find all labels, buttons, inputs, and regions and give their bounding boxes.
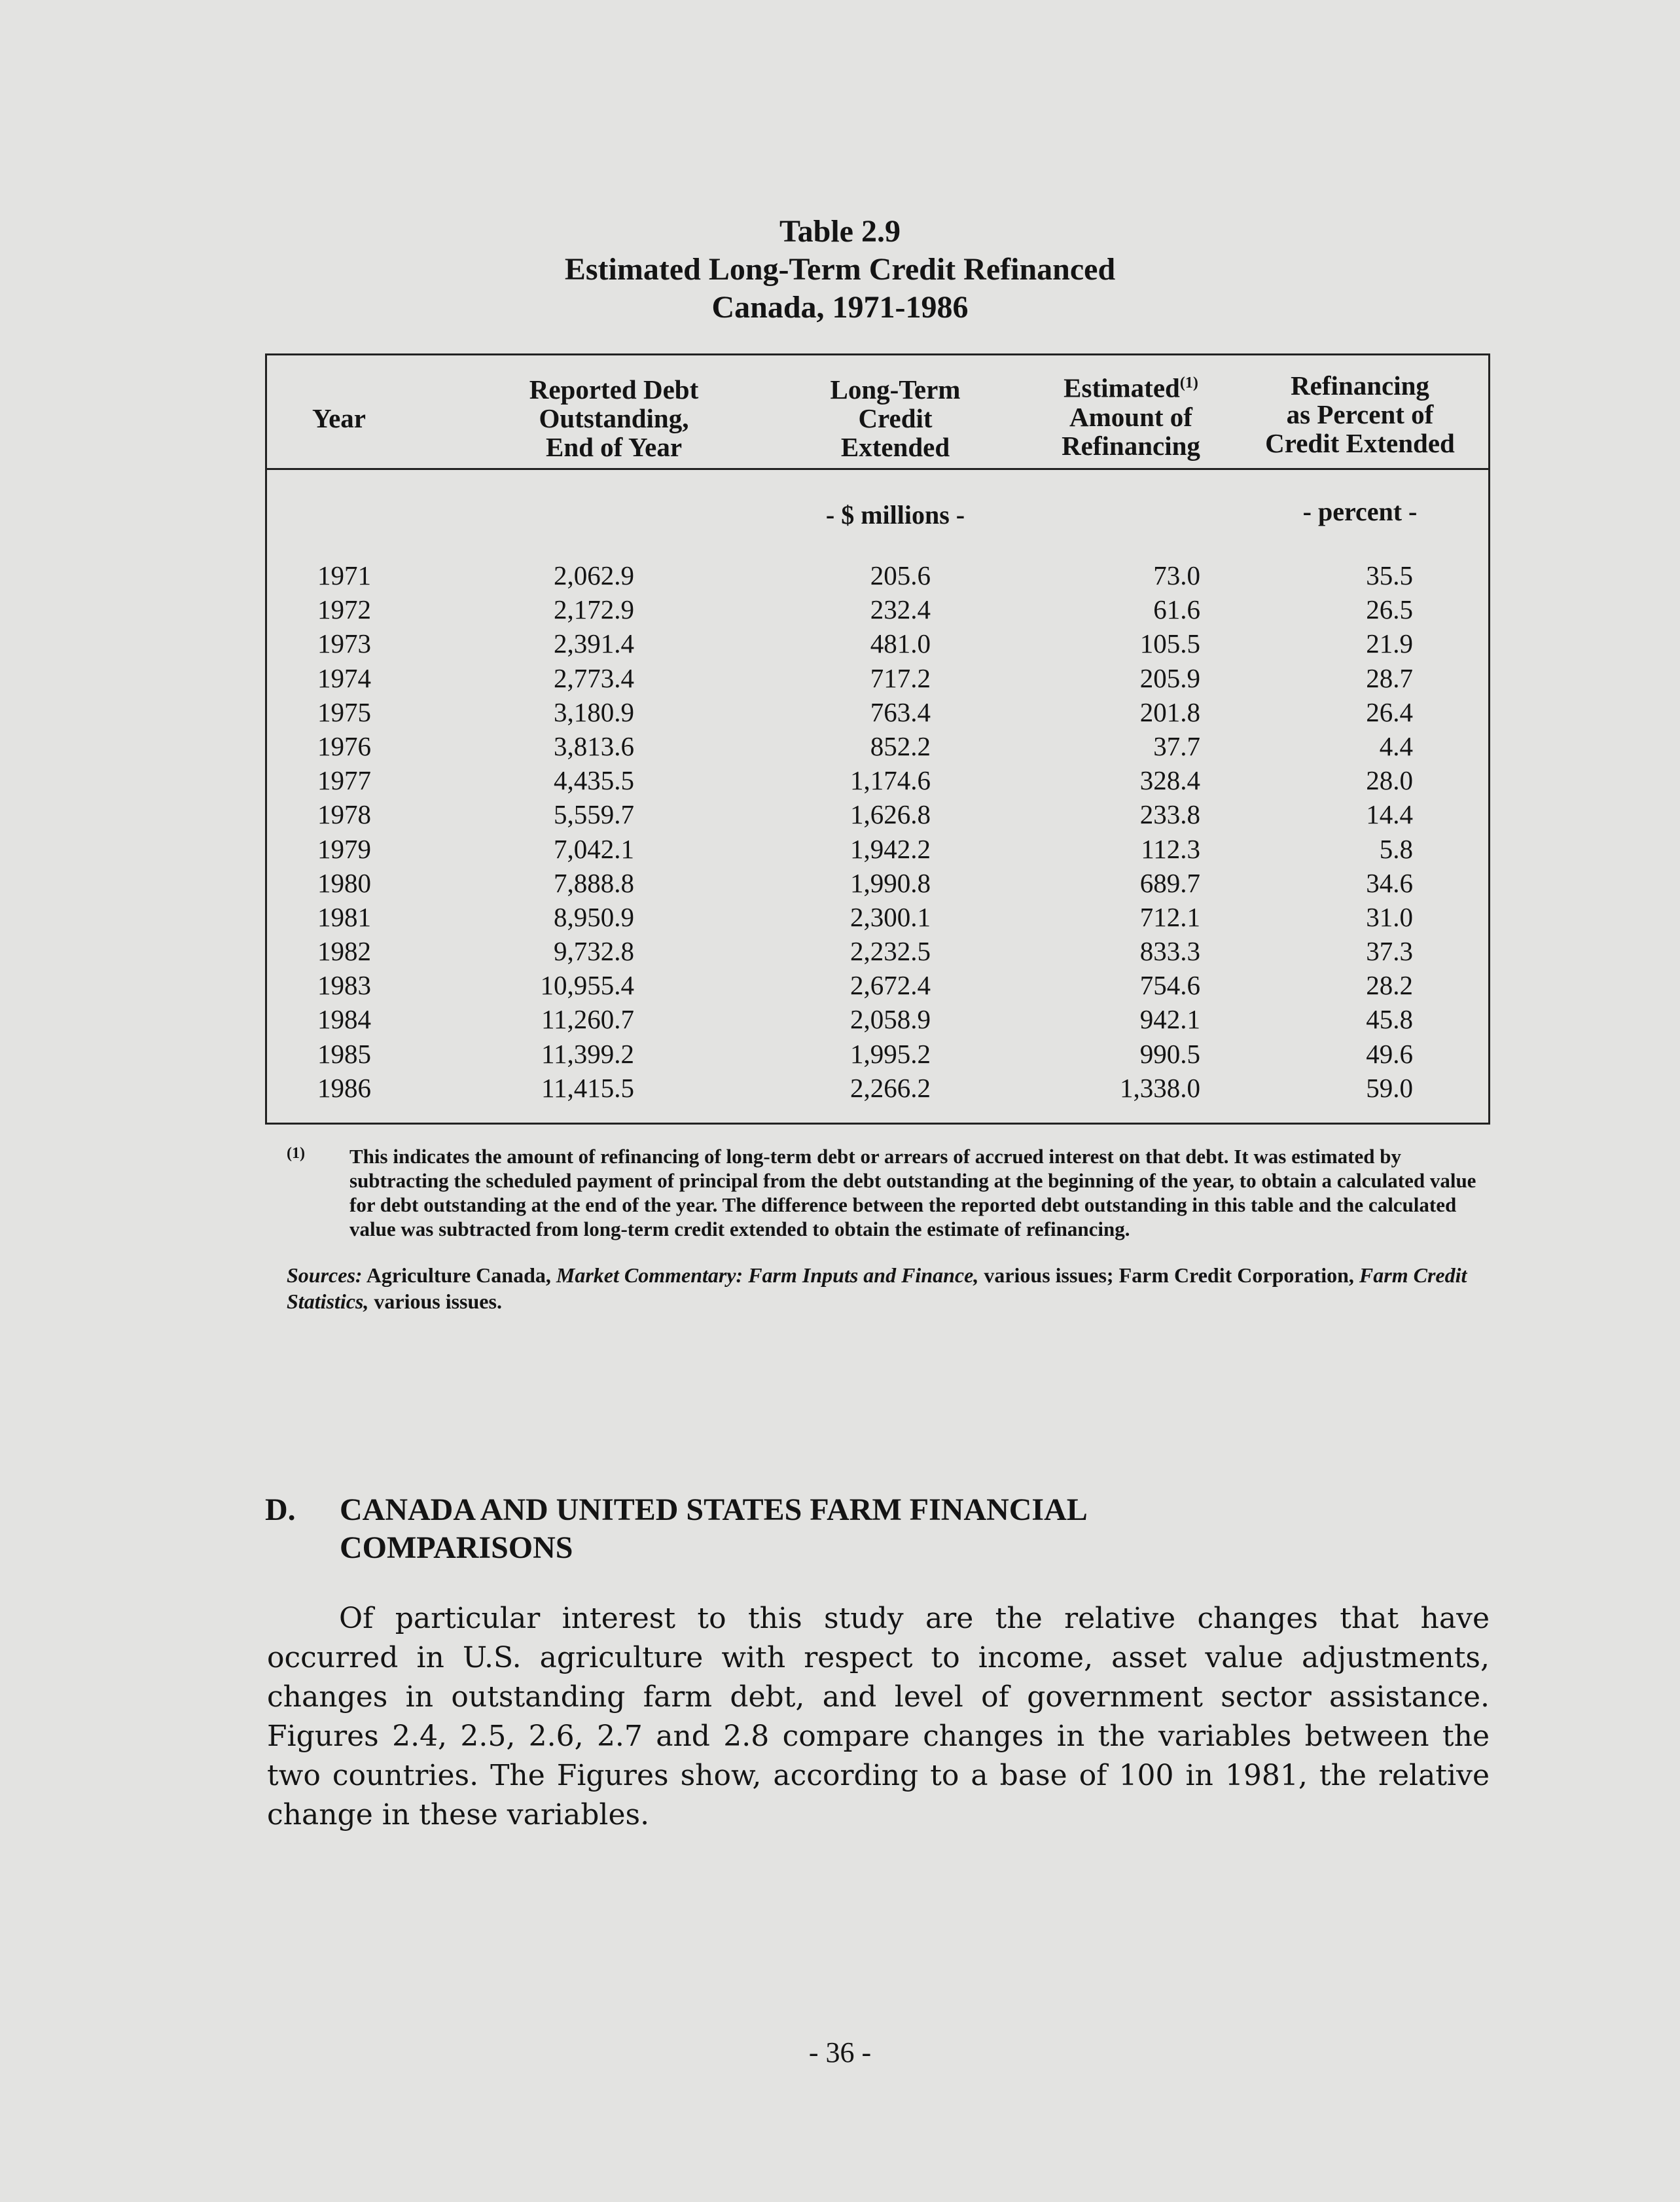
table-row: 1982 9,732.8 2,232.5 833.3 37.3	[317, 936, 1413, 967]
header-year: Year	[312, 403, 366, 433]
table-row: 1983 10,955.4 2,672.4 754.6 28.2	[317, 970, 1413, 1001]
table-row: 1971 2,062.9 205.6 73.0 35.5	[317, 560, 1413, 590]
section-title-line2: COMPARISONS	[340, 1530, 573, 1565]
table-footnote	[287, 1144, 1504, 1241]
data-table	[265, 353, 1490, 1125]
table-row: 1972 2,172.9 232.4 61.6 26.5	[317, 594, 1413, 625]
body-paragraph: Of particular interest to this study are the relative changes that have occurred in U.S. agriculture with respect to income, asset value adjustments, changes in outstanding farm debt, and level of government sector assistance. Figures 2.4, 2.5, 2.6, 2.7 and 2.8 compare changes in the variables between the two countries. The Figures show, according to a base of 100 in 1981, the relative change in these variables.	[267, 1602, 1490, 1832]
page-number: - 36 -	[808, 2036, 872, 2068]
table-row: 1976 3,813.6 852.2 37.7 4.4	[317, 731, 1413, 761]
table-row: 1974 2,773.4 717.2 205.9 28.7	[317, 662, 1413, 693]
table-row: 1975 3,180.9 763.4 201.8 26.4	[317, 696, 1413, 727]
table-row: 1985 11,399.2 1,995.2 990.5 49.6	[317, 1038, 1413, 1069]
table-body	[267, 560, 1488, 1106]
table-row: 1984 11,260.7 2,058.9 942.1 45.8	[317, 1004, 1413, 1035]
footnote-text: This indicates the amount of refinancing of long-term debt or arrears of accrued interest on that debt. It was estimated by subtracting the scheduled payment of principal from the debt outstanding at the beginning of the year, to obtain a calculated value for debt outstanding at the end of the year. The difference between the reported debt outstanding in this table and the calculated value was subtracted from long-term credit extended to obtain the estimate of refinancing.	[349, 1145, 1476, 1240]
source-title: Farm Credit Statistics,	[287, 1263, 1467, 1313]
header-estimated-refinancing: Estimated$^{(1)}$ Amount of Refinancing	[1062, 372, 1200, 461]
header-divider	[267, 468, 1488, 470]
section-heading	[265, 1491, 1509, 1567]
source-title: Market Commentary: Farm Inputs and Finance,	[556, 1263, 979, 1287]
table-row: 1979 7,042.1 1,942.2 112.3 5.8	[317, 833, 1413, 864]
table-row: 1978 5,559.7 1,626.8 233.8 14.4	[317, 799, 1413, 830]
unit-percent: - percent -	[1302, 497, 1418, 526]
unit-millions: - $ millions -	[825, 500, 965, 530]
sources-label: Sources:	[287, 1263, 363, 1287]
table-title	[0, 213, 1680, 327]
table-row: 1980 7,888.8 1,990.8 689.7 34.6	[317, 867, 1413, 898]
table-caption: Estimated Long-Term Credit Refinanced	[564, 252, 1116, 287]
table-row: 1973 2,391.4 481.0 105.5 21.9	[317, 628, 1413, 659]
header-long-term-credit: Long-Term Credit Extended	[830, 374, 961, 462]
header-reported-debt: Reported Debt Outstanding, End of Year	[529, 374, 699, 462]
table-sources: Sources: Agriculture Canada, Market Commentary: Farm Inputs and Finance, various issues; Farm Credit Corporation, Farm Credit Statistics, various issues.	[287, 1263, 1467, 1313]
table-number: Table 2.9	[779, 214, 901, 249]
header-refinancing-percent: Refinancing as Percent of Credit Extended	[1265, 370, 1455, 458]
table-row: 1986 11,415.5 2,266.2 1,338.0 59.0	[317, 1072, 1413, 1103]
table-subcaption: Canada, 1971-1986	[711, 290, 969, 325]
footnote-ref: (1)	[1179, 374, 1198, 391]
section-title-line1: CANADA AND UNITED STATES FARM FINANCIAL	[340, 1492, 1088, 1527]
footnote-mark: (1)	[287, 1145, 305, 1162]
section-letter: D.	[265, 1492, 296, 1527]
table-row: 1977 4,435.5 1,174.6 328.4 28.0	[317, 765, 1413, 796]
table-row: 1981 8,950.9 2,300.1 712.1 31.0	[317, 901, 1413, 932]
